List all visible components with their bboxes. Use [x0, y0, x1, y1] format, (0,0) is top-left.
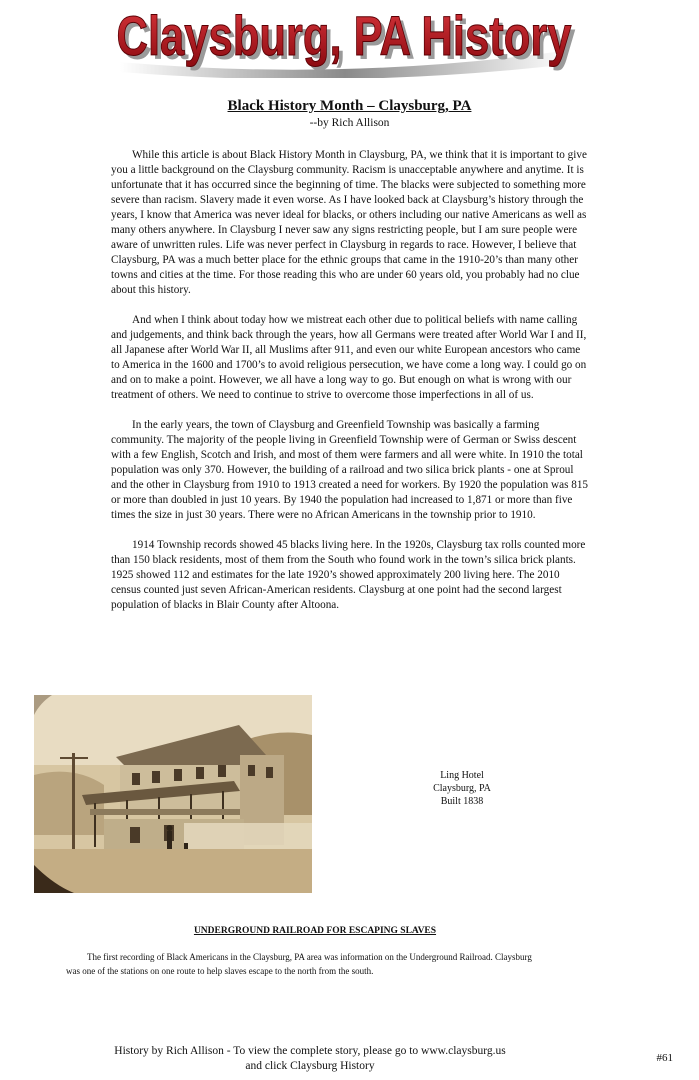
photo-caption [410, 769, 514, 808]
article-paragraph: While this article is about Black History Month in Claysburg, PA, we think that it is important to give you a little background on the Claysburg community. Racism is unacceptable anywhere and anytime. It is unfortunate that it has occurred since the beginning of time. The blacks were subjected to something more severe than racism. Slavery made it even worse. As I have looked back at Claysburg’s history through the years, I know that America was never ideal for blacks, or others including our native Americans as well as many others anywhere. In Claysburg I never saw any signs restricting people, but I am sure people were aware of unwritten rules. Life was never perfect in Claysburg in regards to race. However, I believe that Claysburg, PA was a much better place for the ethnic groups that came in the 1910-20’s than many other towns and cities at the time. For those reading this who are under 60 years old, you probably had no clue about this history. [111, 149, 587, 296]
banner-logo [110, 4, 580, 78]
article-paragraph: And when I think about today how we mistreat each other due to political beliefs with name calling and judgements, and think back through the years, how all Germans were treated after World War I and II, all Japanese after World War II, all Muslims after 911, and even our white European ancestors who came to America in the 1600 and 1700’s to avoid religious persecution, we have come a long way. I could go on and on to make a point. However, we all have a long way to go. But enough on what is wrong with our treatment of others. We need to continue to strive to overcome those imperfections in all of us. [111, 314, 587, 401]
caption-line: Claysburg, PA [433, 783, 491, 794]
page-number: #61 [656, 1052, 673, 1064]
footer [100, 1044, 520, 1074]
underground-railroad-heading: UNDERGROUND RAILROAD FOR ESCAPING SLAVES [193, 926, 437, 936]
banner-shadow-text: Claysburg, PA History [120, 8, 576, 71]
article-paragraph: 1914 Township records showed 45 blacks living here. In the 1920s, Claysburg tax rolls counted more than 150 black residents, most of them from the South who found work in the town’s silica brick plants. 1925 showed 112 and estimates for the late 1920’s showed approximately 200 living here. The 2010 census counted just seven African-American residents. Claysburg at one point had the second largest population of blacks in Blair County after Altoona. [111, 539, 586, 611]
footer-line: and click Claysburg History [245, 1060, 375, 1072]
footer-line: History by Rich Allison - To view the complete story, please go to www.claysburg.us [114, 1045, 506, 1057]
underground-railroad-text: The first recording of Black Americans in the Claysburg, PA area was information on the Underground Railroad. Claysburg was one of the stations on one route to help slaves escape to the north from the south. [66, 952, 532, 976]
banner-title-text: Claysburg, PA History [116, 4, 572, 67]
article-body [111, 148, 591, 628]
article-paragraph: In the early years, the town of Claysburg and Greenfield Township was basically a farming community. The majority of the people living in Greenfield Township were of German or Swiss descent with a few English, Scotch and Irish, and most of them were farmers and all were white. In 1910 the total population was only 370. However, the building of a railroad and two silica brick plants - one at Sproul and the other in Claysburg from 1910 to 1913 created a need for workers. By 1920 the population was 815 or more than doubled in just 10 years. By 1940 the population had increased to 1,871 or more than five times the size in just 30 years. There were no African Americans in the township prior to 1910. [111, 419, 589, 521]
article-title: Black History Month – Claysburg, PA [227, 98, 472, 114]
caption-line: Built 1838 [440, 796, 484, 807]
caption-line: Ling Hotel [440, 770, 484, 781]
article-byline: --by Rich Allison [309, 117, 390, 129]
ling-hotel-photo [34, 695, 312, 893]
